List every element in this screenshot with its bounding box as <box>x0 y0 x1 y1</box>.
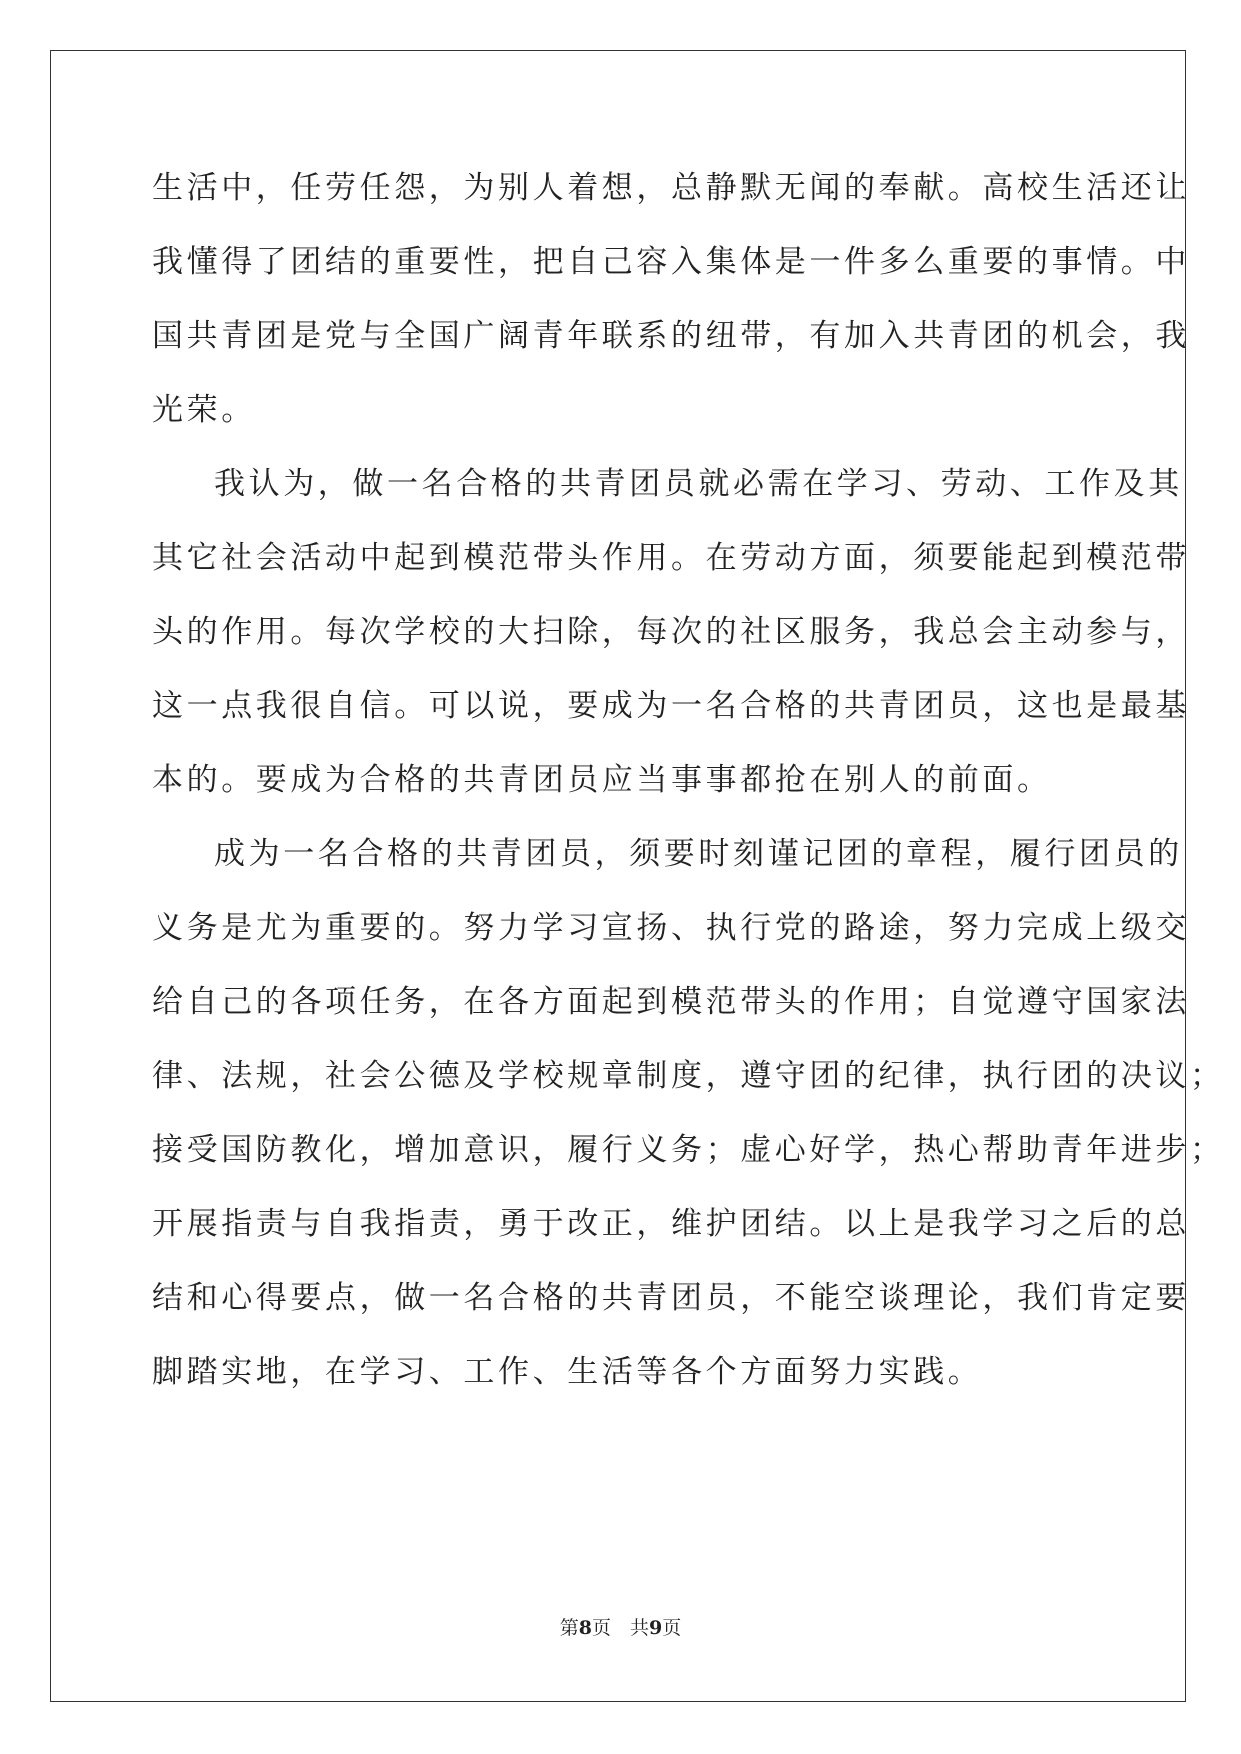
text-line: 我懂得了团结的重要性，把自己容入集体是一件多么重要的事情。中 <box>152 244 1190 280</box>
text-line: 律、法规，社会公德及学校规章制度，遵守团的纪律，执行团的决议； <box>152 1058 1225 1094</box>
text-line: 生活中，任劳任怨，为别人着想，总静默无闻的奉献。高校生活还让 <box>152 170 1190 206</box>
page-footer <box>0 1613 1241 1640</box>
text-line: 头的作用。每次学校的大扫除，每次的社区服务，我总会主动参与， <box>152 614 1190 650</box>
page-number-prefix: 第 <box>559 1617 579 1639</box>
text-line: 我认为，做一名合格的共青团员就必需在学习、劳动、工作及其 <box>214 466 1183 502</box>
text-line: 义务是尤为重要的。努力学习宣扬、执行党的路途，努力完成上级交 <box>152 910 1190 946</box>
text-line: 其它社会活动中起到模范带头作用。在劳动方面，须要能起到模范带 <box>152 540 1190 576</box>
text-line: 给自己的各项任务，在各方面起到模范带头的作用；自觉遵守国家法 <box>152 984 1190 1020</box>
text-line: 开展指责与自我指责，勇于改正，维护团结。以上是我学习之后的总 <box>152 1206 1190 1242</box>
text-line: 本的。要成为合格的共青团员应当事事都抢在别人的前面。 <box>152 762 1052 798</box>
text-line: 结和心得要点，做一名合格的共青团员，不能空谈理论，我们肯定要 <box>152 1280 1190 1316</box>
text-line: 这一点我很自信。可以说，要成为一名合格的共青团员，这也是最基 <box>152 688 1190 724</box>
page-number-total: 9 <box>649 1617 663 1639</box>
text-line: 接受国防教化，增加意识，履行义务；虚心好学，热心帮助青年进步； <box>152 1132 1225 1168</box>
page-number-current: 8 <box>578 1617 592 1639</box>
text-line: 成为一名合格的共青团员，须要时刻谨记团的章程，履行团员的 <box>214 836 1183 872</box>
page-number-suffix: 页 <box>662 1617 682 1639</box>
text-line: 光荣。 <box>152 392 256 428</box>
text-line: 国共青团是党与全国广阔青年联系的纽带，有加入共青团的机会，我 <box>152 318 1190 354</box>
page-number-middle: 页 共 <box>591 1617 649 1639</box>
text-line: 脚踏实地，在学习、工作、生活等各个方面努力实践。 <box>152 1354 983 1390</box>
